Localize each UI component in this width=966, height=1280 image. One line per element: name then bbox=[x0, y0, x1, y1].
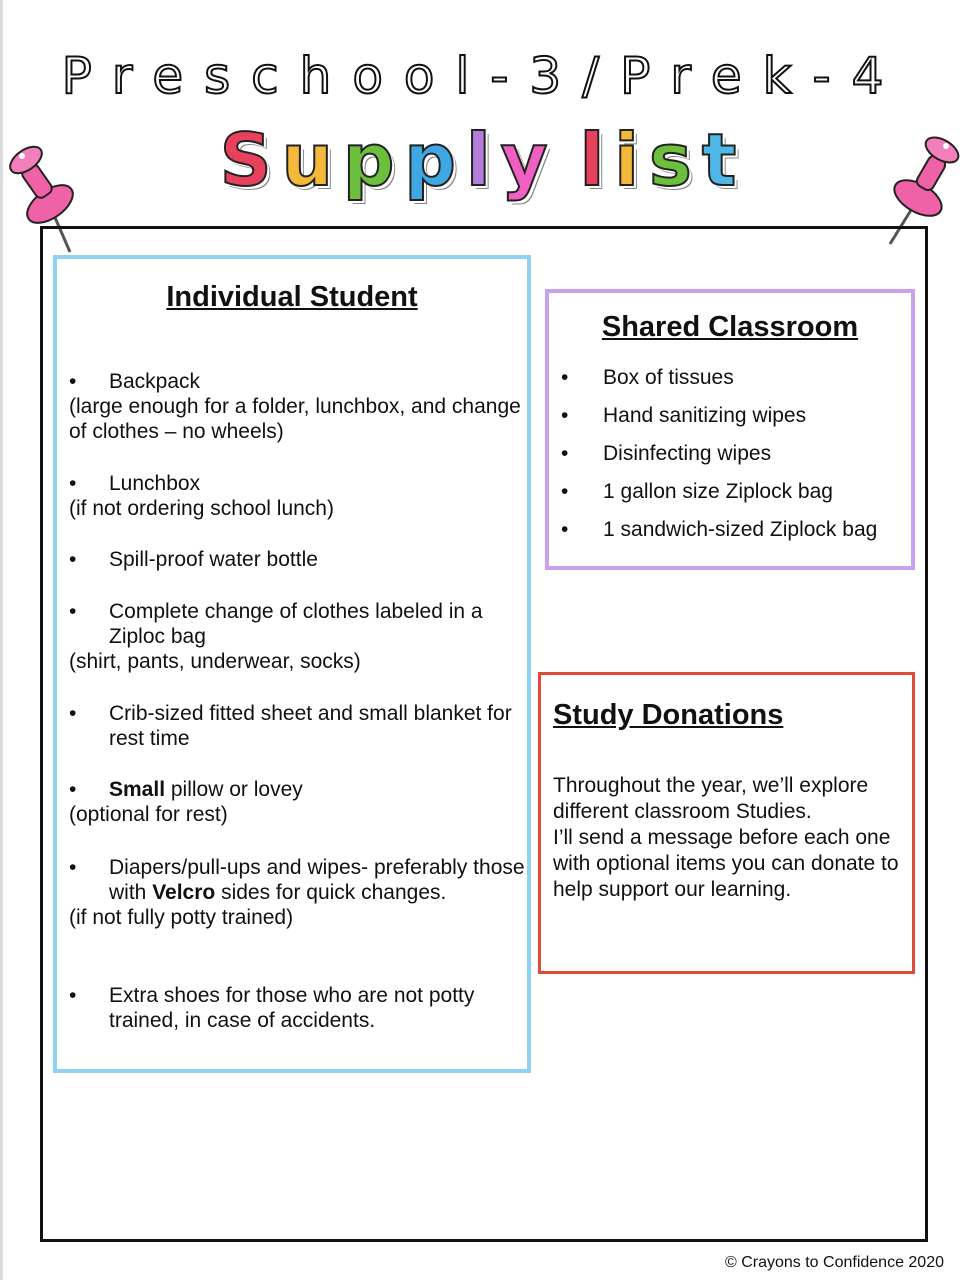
list-item-diapers: • Diapers/pull-ups and wipes- preferably those with Velcro sides for quick changes. (if not fully potty trained) bbox=[69, 856, 525, 929]
title-letter: s bbox=[648, 118, 702, 202]
list-item-water-bottle: • Spill-proof water bottle bbox=[69, 548, 318, 571]
list-item-change-of-clothes: • Complete change of clothes labeled in a Ziploc bag (shirt, pants, underwear, socks) bbox=[69, 600, 483, 673]
list-item: • Box of tissues bbox=[561, 366, 734, 389]
individual-student-box bbox=[53, 255, 531, 1073]
list-item-lunchbox: • Lunchbox (if not ordering school lunch) bbox=[69, 472, 334, 520]
title-letter: l bbox=[579, 118, 615, 202]
list-item: • Hand sanitizing wipes bbox=[561, 404, 807, 427]
title-letter: u bbox=[281, 118, 343, 202]
individual-student-heading: Individual Student bbox=[166, 281, 418, 313]
page-title-supply-list bbox=[0, 118, 966, 202]
list-item-crib-sheet: • Crib-sized fitted sheet and small blanket for rest time bbox=[69, 702, 512, 750]
study-donations-box bbox=[538, 672, 915, 974]
study-donations-heading: Study Donations bbox=[553, 699, 784, 731]
list-item-pillow: • Small pillow or lovey (optional for rest) bbox=[69, 778, 303, 826]
title-letter: y bbox=[500, 118, 558, 202]
list-item-extra-shoes: • Extra shoes for those who are not potty trained, in case of accidents. bbox=[69, 984, 475, 1032]
shared-classroom-list bbox=[559, 365, 909, 555]
copyright-notice: © Crayons to Confidence 2020 bbox=[724, 1254, 944, 1271]
list-item: • 1 gallon size Ziplock bag bbox=[561, 480, 833, 503]
title-letter: i bbox=[614, 118, 649, 202]
study-donations-text: Throughout the year, we’ll explore different classroom Studies. I’ll send a message before each one with optional items you can donate to help support our learning. bbox=[553, 774, 899, 901]
title-letter: S bbox=[219, 118, 282, 202]
title-letter: l bbox=[465, 118, 501, 202]
title-letter: t bbox=[701, 118, 747, 202]
page-title-grade: Preschool-3/Prek-4 bbox=[61, 47, 905, 105]
shared-classroom-box bbox=[545, 289, 915, 570]
list-item: • 1 sandwich-sized Ziplock bag bbox=[561, 518, 878, 541]
list-item: • Disinfecting wipes bbox=[561, 442, 772, 465]
list-item-backpack: • Backpack (large enough for a folder, lunchbox, and change of clothes – no wheels) bbox=[69, 370, 521, 443]
title-letter: p bbox=[404, 118, 466, 202]
shared-classroom-heading: Shared Classroom bbox=[601, 311, 859, 343]
title-letter: p bbox=[342, 118, 405, 202]
